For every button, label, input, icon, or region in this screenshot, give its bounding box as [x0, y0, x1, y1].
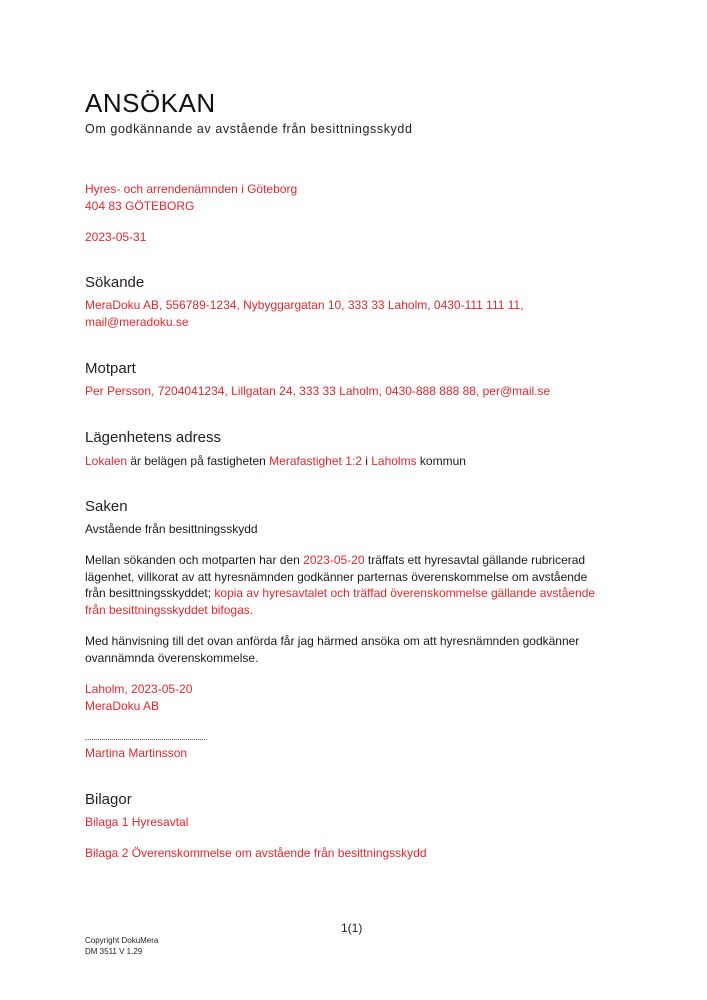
- counterparty-heading: Motpart: [85, 360, 136, 377]
- signature-line: .............................................................: [85, 732, 208, 742]
- address-text-3: kommun: [416, 454, 466, 468]
- footer-copyright: Copyright DokuMera: [85, 936, 159, 945]
- attachment-2-label: Bilaga 2 Överenskommelse om avstående från besittningsskydd: [85, 846, 427, 860]
- paragraph-1-line-1: [85, 552, 625, 569]
- attachment-1-label: Bilaga 1 Hyresavtal: [85, 815, 189, 829]
- p1-text-b: träffats ett hyresavtal gällande rubricerad: [364, 553, 586, 567]
- attachment-note: kopia av hyresavtalet och träffad överenskommelse gällande avstående: [214, 586, 596, 600]
- paragraph-1-line-4: från besittningsskyddet bifogas.: [85, 602, 254, 617]
- document-subtitle: Om godkännande av avstående från besittningsskydd: [85, 122, 413, 136]
- matter-subject-text: Avstående från besittningsskydd: [85, 522, 258, 536]
- counterparty-line-1: Per Persson, 7204041234, Lillgatan 24, 333 33 Laholm, 0430-888 888 88, per@mail.se: [85, 384, 551, 398]
- address-text-2: i: [361, 454, 372, 468]
- recipient-name: Hyres- och arrendenämnden i Göteborg: [85, 182, 298, 196]
- counterparty-details: [85, 383, 625, 400]
- page-number: 1(1): [341, 921, 363, 935]
- date-value: 2023-05-31: [85, 230, 147, 244]
- address-text-1: är belägen på fastigheten: [127, 454, 270, 468]
- agreement-date: 2023-05-20: [303, 553, 365, 567]
- applicant-details: [85, 297, 625, 330]
- matter-paragraph-2: [85, 633, 625, 666]
- place-and-date: Laholm, 2023-05-20: [85, 682, 193, 696]
- document-title: ANSÖKAN: [85, 88, 216, 118]
- signing-company: MeraDoku AB: [85, 698, 160, 713]
- p1-line3-text: från besittningsskyddet;: [85, 586, 215, 600]
- attachments-heading: Bilagor: [85, 791, 132, 808]
- paragraph-1-line-3: [85, 585, 625, 602]
- premises-type: Lokalen: [85, 454, 128, 468]
- applicant-email: mail@meradoku.se: [85, 314, 189, 329]
- attachment-item-1: [85, 814, 625, 831]
- attachment-item-2: [85, 845, 625, 862]
- applicant-heading: Sökande: [85, 274, 145, 291]
- paragraph-1-line-2: lägenhet, villkorat av att hyresnämnden godkänner parternas överenskommelse om avstående: [85, 569, 588, 584]
- municipality-name: Laholms: [371, 454, 417, 468]
- matter-heading: Saken: [85, 498, 128, 515]
- paragraph-2-line-1: Med hänvisning till det ovan anförda får jag härmed ansöka om att hyresnämnden godkänner: [85, 634, 580, 648]
- recipient-block: [85, 181, 625, 214]
- applicant-line-1: MeraDoku AB, 556789-1234, Nybyggargatan 10, 333 33 Laholm, 0430-111 111 11,: [85, 298, 524, 312]
- property-designation: Merafastighet 1:2: [269, 454, 362, 468]
- address-details: [85, 453, 625, 470]
- document-date: [85, 229, 625, 246]
- matter-subject: [85, 521, 625, 538]
- recipient-postal: 404 83 GÖTEBORG: [85, 198, 195, 213]
- signature-place-date: [85, 681, 625, 714]
- signatory: [85, 745, 625, 762]
- paragraph-2-line-2: ovannämnda överenskommelse.: [85, 650, 259, 665]
- footer-version: DM 3511 V 1.29: [85, 946, 143, 956]
- address-line: [85, 453, 625, 470]
- footer: [85, 936, 158, 957]
- matter-paragraph-1: [85, 552, 625, 618]
- address-heading: Lägenhetens adress: [85, 429, 221, 446]
- p1-text-a: Mellan sökanden och motparten har den: [85, 553, 304, 567]
- signatory-name: Martina Martinsson: [85, 746, 188, 760]
